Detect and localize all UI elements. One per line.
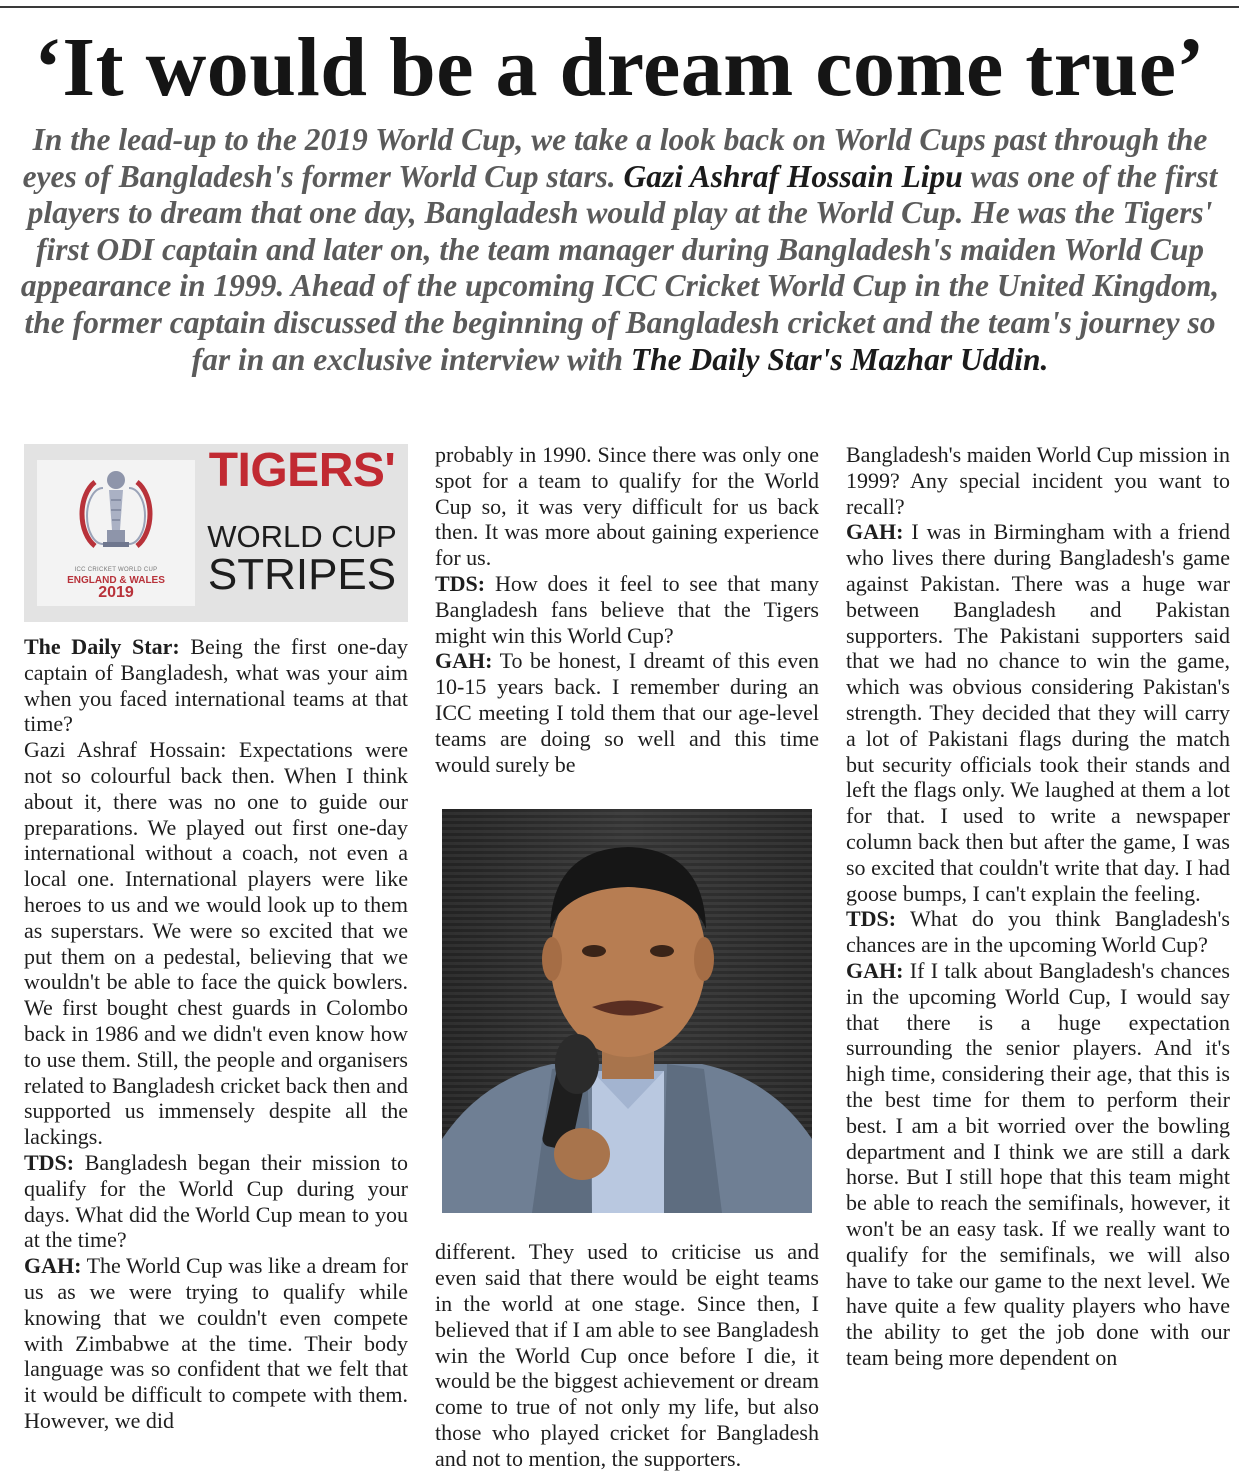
logo-caption: ICC CRICKET WORLD CUP (74, 567, 158, 573)
banner-subtitle-2: STRIPES (207, 550, 397, 599)
speaker-label: TDS: (846, 906, 897, 932)
top-rule (0, 6, 1239, 8)
paragraph-text: To be honest, I dreamt of this even 10-15 years back. I remember during an ICC meeting I told them that our age-level teams are doing so well and this time would surely be (435, 648, 819, 777)
paragraph (24, 737, 408, 1150)
paragraph-text: How does it feel to see that many Bangladesh fans believe that the Tigers might win this World Cup? (435, 570, 819, 648)
paragraph-text: different. They used to criticise us and even said that there would be eight teams in the world at one stage. Since then, I believed that if I am able to see Bangladesh win the World Cup once before I die, it would be the biggest achievement or dream come to true of not only my life, but also those who played cricket for Bangladesh and not to mention, the supporters. (435, 1239, 819, 1471)
paragraph (846, 906, 1230, 958)
paragraph (435, 648, 819, 777)
paragraph (435, 442, 819, 571)
speaker-label: GAH: (846, 957, 904, 983)
intro-text-1: In the lead-up to the 2019 World Cup, we take a look back on World Cups past through the eyes of Bangladesh's former World Cup stars. (22, 122, 1208, 194)
paragraph-text: The World Cup was like a dream for us as we were trying to qualify while knowing that we couldn't even compete with Zimbabwe at the time. Their body language was so confident that we felt that it would be difficult to compete with them. However, we did (24, 1253, 408, 1433)
paragraph-text: Bangladesh began their mission to qualify for the World Cup during your days. What did the World Cup mean to you at the time? (24, 1149, 408, 1253)
column-2-bottom-body (435, 1239, 819, 1471)
interview-photo-icon (442, 809, 812, 1213)
column-3 (846, 442, 1230, 1371)
banner-subtitle-1: WORLD CUP (207, 519, 397, 554)
paragraph-text: If I talk about Bangladesh's chances in the upcoming World Cup, I would say that there is a huge expectation surrounding the senior players. And it's high time, considering their age, that this is the best time for them to perform their best. I am a bit worried over the bowling department and I think we are still a dark horse. But I still hope that this team might be able to reach the semifinals, however, it won't be an easy task. If we really want to qualify for the semifinals, we will also have to take our game to the next level. We have quite a few quality players who have the ability to get the job done with our team being more dependent on (846, 957, 1230, 1370)
logo-year: 2019 (98, 584, 134, 601)
world-cup-logo (37, 460, 195, 606)
column-1 (24, 442, 408, 1434)
speaker-label: TDS: (435, 570, 486, 596)
paragraph (24, 1253, 408, 1434)
interviewee-name: Gazi Ashraf Hossain Lipu (623, 158, 963, 194)
speaker-label: GAH: (24, 1253, 82, 1279)
paragraph-text: Bangladesh's maiden World Cup mission in 1999? Any special incident you want to recall? (846, 442, 1230, 519)
speaker-label: GAH: (435, 648, 493, 674)
byline: The Daily Star's Mazhar Uddin. (630, 341, 1049, 377)
logo-host: ENGLAND & WALES (67, 575, 165, 586)
paragraph (435, 571, 819, 648)
column-1-body (24, 634, 408, 1434)
paragraph-text: Being the first one-day captain of Bangladesh, what was your aim when you faced international teams at that time? (24, 634, 408, 737)
paragraph (846, 519, 1230, 906)
paragraph-text: Gazi Ashraf Hossain: Expectations were not so colourful back then. When I think about it, there was no one to guide our preparations. We played out first one-day international without a coach, not even a local one. International players were like heroes to us and we would look up to them as superstars. We were so excited that we put them on a pedestal, believing that we wouldn't be able to face the quick bowlers. We first bought chest guards in Colombo back in 1986 and we didn't even know how to use them. Still, the people and organisers related to Bangladesh cricket back then and supported us immensely despite all the lackings. (24, 737, 408, 1150)
series-banner (24, 444, 408, 622)
column-2 (435, 442, 819, 1472)
speaker-label: GAH: (846, 519, 904, 545)
speaker-label: The Daily Star: (24, 634, 180, 659)
banner-title: TIGERS' (208, 444, 396, 497)
paragraph-text: probably in 1990. Since there was only one spot for a team to qualify for the World Cup so, it was very difficult for us back then. It was more about gaining experience for us. (435, 442, 819, 571)
speaker-label: TDS: (24, 1149, 75, 1175)
paragraph (24, 1150, 408, 1253)
paragraph-text: I was in Birmingham with a friend who lives there during Bangladesh's game against Pakistan. There was a huge war between Bangladesh and Pakistan supporters. The Pakistani supporters said that we had no chance to win the game, which was obvious considering Pakistan's strength. They decided that they will carry a lot of Pakistani flags during the match but security officials took their stands and left the flags only. We laughed at them a lot for that. I used to write a newspaper column back then but after the game, I was so excited that couldn't write that day. I had goose bumps, I can't explain the feeling. (846, 519, 1230, 906)
paragraph (846, 442, 1230, 519)
trophy-icon (37, 460, 195, 560)
column-3-body (846, 442, 1230, 1371)
intro-standfirst (20, 122, 1220, 378)
column-2-top-body (435, 442, 819, 777)
interview-photo (442, 809, 812, 1213)
headline: ‘It would be a dream come true’ (33, 21, 1206, 114)
paragraph-text: What do you think Bangladesh's chances are in the upcoming World Cup? (846, 906, 1230, 958)
paragraph (435, 1239, 819, 1471)
paragraph (24, 634, 408, 737)
paragraph (846, 958, 1230, 1371)
intro-text-2: was one of the first players to dream that one day, Bangladesh would play at the World Cup. He was the Tigers' first ODI captain and later on, the team manager during Bangladesh's maiden World Cup appearance in 1999. Ahead of the upcoming ICC Cricket World Cup in the United Kingdom, the former captain discussed the beginning of Bangladesh cricket and the team's journey so far in an exclusive interview with (20, 158, 1220, 377)
